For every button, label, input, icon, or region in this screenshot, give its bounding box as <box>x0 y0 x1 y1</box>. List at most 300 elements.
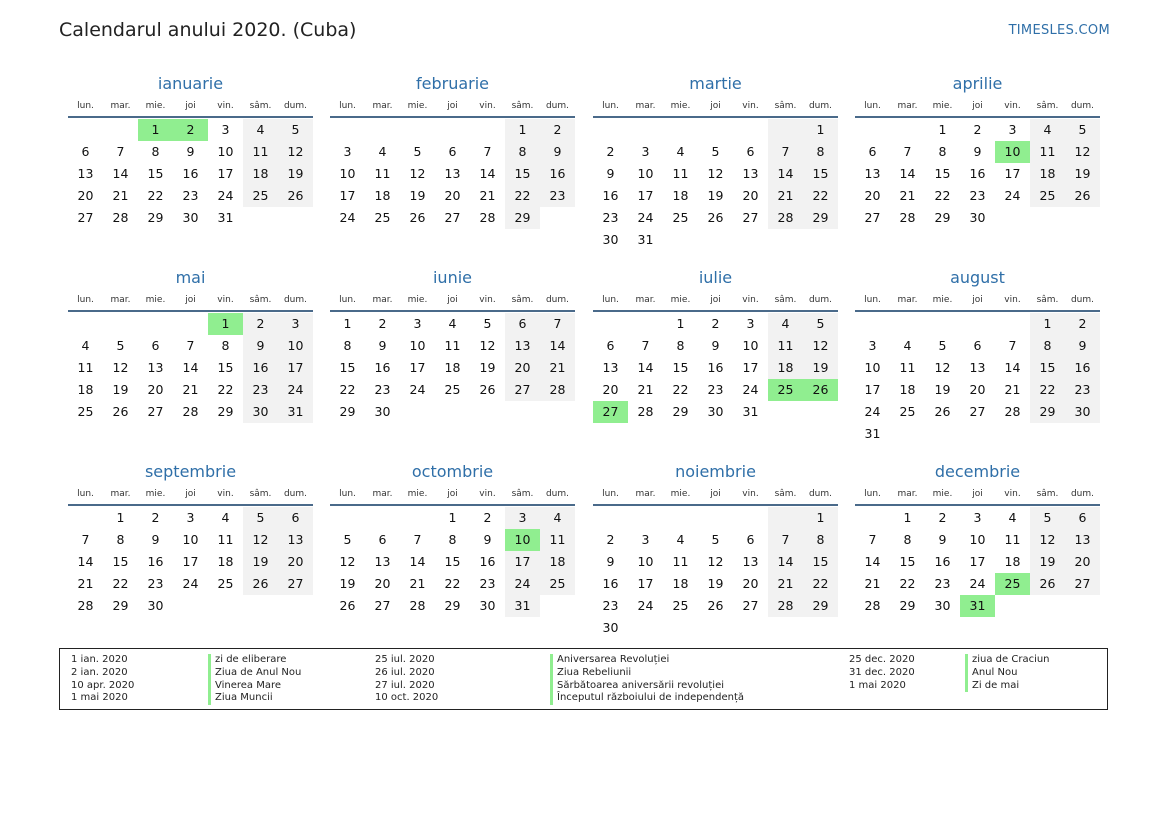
weekday-label: joi <box>972 489 983 499</box>
day-cell: 14 <box>1004 360 1021 375</box>
weekday-label: mie. <box>932 489 953 499</box>
weekday-label: joi <box>972 101 983 111</box>
day-cell: 13 <box>602 360 619 375</box>
weekday-label: sâm. <box>249 101 272 111</box>
legend-holiday: Ziua Rebeliunii <box>550 667 744 680</box>
day-cell: 21 <box>77 576 94 591</box>
day-cell: 12 <box>409 166 426 181</box>
day-cell: 30 <box>602 232 619 247</box>
month-name: ianuarie <box>157 74 224 93</box>
day-cell: 25 <box>672 210 689 225</box>
weekday-header <box>330 96 575 118</box>
day-cell: 28 <box>1004 404 1021 419</box>
day-cell: 27 <box>444 210 461 225</box>
empty-cell <box>243 595 278 617</box>
empty-cell <box>663 507 698 529</box>
day-cell: 5 <box>938 338 947 353</box>
day-cell: 23 <box>1065 379 1100 401</box>
weekday-label: vin. <box>742 489 759 499</box>
day-cell: 7 <box>641 338 650 353</box>
day-cell: 22 <box>112 576 129 591</box>
day-cell: 1 <box>343 316 352 331</box>
day-cell: 12 <box>707 166 724 181</box>
empty-cell <box>1065 207 1100 229</box>
empty-cell <box>593 119 628 141</box>
day-cell: 5 <box>343 532 352 547</box>
day-cell: 3 <box>973 510 982 525</box>
day-cell: 4 <box>378 144 387 159</box>
day-cell: 21 <box>182 382 199 397</box>
day-cell: 27 <box>742 210 759 225</box>
weekday-label: joi <box>185 101 196 111</box>
month-block <box>68 460 313 617</box>
empty-cell <box>1065 595 1100 617</box>
legend-date: 10 apr. 2020 <box>71 679 135 691</box>
holiday-day-cell: 25 <box>768 379 803 401</box>
day-cell: 19 <box>112 382 129 397</box>
day-cell: 12 <box>934 360 951 375</box>
day-cell: 27 <box>1065 573 1100 595</box>
day-cell: 19 <box>803 357 838 379</box>
day-cell: 6 <box>81 144 90 159</box>
day-cell: 21 <box>1004 382 1021 397</box>
day-cell: 26 <box>243 573 278 595</box>
day-cell: 15 <box>444 554 461 569</box>
month-name: noiembrie <box>675 462 756 481</box>
weekday-label: mar. <box>110 295 131 305</box>
day-cell: 28 <box>409 598 426 613</box>
day-cell: 26 <box>707 598 724 613</box>
weekday-label: mar. <box>897 489 918 499</box>
day-cell: 9 <box>938 532 947 547</box>
weekday-label: mar. <box>110 101 131 111</box>
day-cell: 23 <box>707 382 724 397</box>
days-grid <box>330 118 575 229</box>
day-cell: 8 <box>1030 335 1065 357</box>
legend-date: 1 mai 2020 <box>849 679 906 691</box>
weekday-label: mie. <box>407 489 428 499</box>
day-cell: 5 <box>483 316 492 331</box>
day-cell: 2 <box>973 122 982 137</box>
empty-cell <box>733 229 768 251</box>
day-cell: 22 <box>803 185 838 207</box>
day-cell: 17 <box>217 166 234 181</box>
month-block <box>68 72 313 229</box>
day-cell: 15 <box>672 360 689 375</box>
day-cell: 6 <box>973 338 982 353</box>
weekday-label: sâm. <box>511 101 534 111</box>
empty-cell <box>698 507 733 529</box>
day-cell: 10 <box>742 338 759 353</box>
weekday-label: joi <box>972 295 983 305</box>
weekday-label: mar. <box>372 489 393 499</box>
day-cell: 6 <box>606 338 615 353</box>
day-cell: 23 <box>147 576 164 591</box>
month-name: septembrie <box>144 462 237 481</box>
day-cell: 4 <box>81 338 90 353</box>
day-cell: 25 <box>243 185 278 207</box>
day-cell: 24 <box>339 210 356 225</box>
day-cell: 11 <box>243 141 278 163</box>
day-cell: 10 <box>409 338 426 353</box>
weekday-label: mar. <box>897 101 918 111</box>
day-cell: 24 <box>1004 188 1021 203</box>
day-cell: 28 <box>112 210 129 225</box>
day-cell: 27 <box>278 573 313 595</box>
day-cell: 13 <box>278 529 313 551</box>
day-cell: 30 <box>602 620 619 635</box>
legend-date: 1 mai 2020 <box>71 692 128 704</box>
day-cell: 15 <box>934 166 951 181</box>
weekday-label: mar. <box>635 295 656 305</box>
day-cell: 29 <box>147 210 164 225</box>
day-cell: 15 <box>505 163 540 185</box>
day-cell: 7 <box>868 532 877 547</box>
day-cell: 26 <box>934 404 951 419</box>
day-cell: 1 <box>448 510 457 525</box>
day-cell: 4 <box>903 338 912 353</box>
day-cell: 11 <box>768 335 803 357</box>
month-block <box>330 266 575 423</box>
weekday-label: lun. <box>339 489 356 499</box>
day-cell: 4 <box>676 144 685 159</box>
empty-cell <box>330 119 365 141</box>
empty-cell <box>698 119 733 141</box>
legend-date: 25 iul. 2020 <box>375 654 435 665</box>
day-cell: 16 <box>479 554 496 569</box>
weekday-label: vin. <box>1004 295 1021 305</box>
day-cell: 19 <box>278 163 313 185</box>
weekday-label: lun. <box>77 101 94 111</box>
day-cell: 8 <box>505 141 540 163</box>
day-cell: 30 <box>707 404 724 419</box>
day-cell: 10 <box>339 166 356 181</box>
weekday-label: dum. <box>283 295 308 305</box>
day-cell: 24 <box>864 404 881 419</box>
day-cell: 12 <box>339 554 356 569</box>
day-cell: 4 <box>448 316 457 331</box>
day-cell: 20 <box>1065 551 1100 573</box>
legend-holiday: Ziua Muncii <box>208 692 301 705</box>
weekday-label: lun. <box>602 489 619 499</box>
legend-holiday: Anul Nou <box>965 667 1050 680</box>
day-cell: 8 <box>116 532 125 547</box>
day-cell: 19 <box>1030 551 1065 573</box>
empty-cell <box>995 207 1030 229</box>
day-cell: 26 <box>339 598 356 613</box>
empty-cell <box>505 401 540 423</box>
holiday-day-cell: 1 <box>138 119 173 141</box>
day-cell: 25 <box>899 404 916 419</box>
day-cell: 28 <box>899 210 916 225</box>
weekday-label: mie. <box>670 295 691 305</box>
day-cell: 2 <box>938 510 947 525</box>
weekday-header <box>68 484 313 506</box>
day-cell: 23 <box>602 210 619 225</box>
day-cell: 17 <box>637 576 654 591</box>
day-cell: 17 <box>742 360 759 375</box>
day-cell: 5 <box>711 144 720 159</box>
empty-cell <box>1065 423 1100 445</box>
day-cell: 9 <box>483 532 492 547</box>
day-cell: 8 <box>221 338 230 353</box>
legend-date: 1 ian. 2020 <box>71 654 128 665</box>
legend-holiday: Zi de mai <box>965 680 1050 693</box>
day-cell: 19 <box>409 188 426 203</box>
month-block <box>68 266 313 423</box>
day-cell: 21 <box>540 357 575 379</box>
empty-cell <box>278 595 313 617</box>
day-cell: 24 <box>182 576 199 591</box>
day-cell: 9 <box>243 335 278 357</box>
day-cell: 17 <box>182 554 199 569</box>
empty-cell <box>803 617 838 639</box>
weekday-label: dum. <box>545 295 570 305</box>
legend-holiday: Ziua de Anul Nou <box>208 667 301 680</box>
day-cell: 18 <box>768 357 803 379</box>
weekday-header <box>68 290 313 312</box>
weekday-label: lun. <box>602 101 619 111</box>
day-cell: 22 <box>339 382 356 397</box>
day-cell: 6 <box>151 338 160 353</box>
weekday-label: vin. <box>742 101 759 111</box>
day-cell: 11 <box>672 554 689 569</box>
day-cell: 2 <box>483 510 492 525</box>
day-cell: 11 <box>899 360 916 375</box>
day-cell: 14 <box>182 360 199 375</box>
day-cell: 26 <box>112 404 129 419</box>
empty-cell <box>733 507 768 529</box>
month-name: aprilie <box>952 74 1003 93</box>
day-cell: 14 <box>899 166 916 181</box>
day-cell: 14 <box>768 163 803 185</box>
empty-cell <box>663 119 698 141</box>
weekday-label: dum. <box>545 101 570 111</box>
day-cell: 9 <box>1065 335 1100 357</box>
holiday-day-cell: 31 <box>960 595 995 617</box>
day-cell: 20 <box>969 382 986 397</box>
days-grid <box>68 118 313 229</box>
day-cell: 12 <box>243 529 278 551</box>
day-cell: 19 <box>339 576 356 591</box>
empty-cell <box>890 313 925 335</box>
empty-cell <box>540 207 575 229</box>
day-cell: 28 <box>637 404 654 419</box>
month-block <box>593 72 838 251</box>
weekday-label: sâm. <box>774 295 797 305</box>
weekday-label: lun. <box>864 295 881 305</box>
weekday-label: dum. <box>1070 295 1095 305</box>
day-cell: 6 <box>1065 507 1100 529</box>
day-cell: 15 <box>217 360 234 375</box>
day-cell: 1 <box>116 510 125 525</box>
day-cell: 31 <box>637 232 654 247</box>
day-cell: 6 <box>378 532 387 547</box>
day-cell: 12 <box>479 338 496 353</box>
empty-cell <box>68 313 103 335</box>
day-cell: 8 <box>803 529 838 551</box>
weekday-label: vin. <box>479 295 496 305</box>
day-cell: 3 <box>413 316 422 331</box>
day-cell: 13 <box>505 335 540 357</box>
weekday-label: sâm. <box>1036 295 1059 305</box>
empty-cell <box>68 507 103 529</box>
page-title: Calendarul anului 2020. (Cuba) <box>59 19 357 41</box>
day-cell: 7 <box>413 532 422 547</box>
day-cell: 7 <box>768 529 803 551</box>
day-cell: 17 <box>409 360 426 375</box>
days-grid <box>593 312 838 423</box>
day-cell: 25 <box>540 573 575 595</box>
site-link[interactable]: TIMESLES.COM <box>1008 23 1110 38</box>
day-cell: 3 <box>186 510 195 525</box>
empty-cell <box>995 423 1030 445</box>
day-cell: 20 <box>444 188 461 203</box>
empty-cell <box>173 313 208 335</box>
day-cell: 24 <box>217 188 234 203</box>
day-cell: 24 <box>742 382 759 397</box>
day-cell: 29 <box>1030 401 1065 423</box>
day-cell: 26 <box>278 185 313 207</box>
empty-cell <box>925 423 960 445</box>
weekday-label: mie. <box>145 295 166 305</box>
weekday-label: vin. <box>742 295 759 305</box>
day-cell: 13 <box>742 166 759 181</box>
weekday-label: joi <box>447 489 458 499</box>
legend-holiday: Aniversarea Revoluției <box>550 654 744 667</box>
day-cell: 31 <box>864 426 881 441</box>
day-cell: 30 <box>243 401 278 423</box>
weekday-label: joi <box>447 295 458 305</box>
empty-cell <box>803 401 838 423</box>
empty-cell <box>540 401 575 423</box>
empty-cell <box>698 229 733 251</box>
day-cell: 4 <box>221 510 230 525</box>
day-cell: 4 <box>540 507 575 529</box>
days-grid <box>593 506 838 639</box>
day-cell: 15 <box>112 554 129 569</box>
empty-cell <box>628 507 663 529</box>
day-cell: 30 <box>479 598 496 613</box>
day-cell: 14 <box>768 551 803 573</box>
legend-date: 25 dec. 2020 <box>849 654 915 665</box>
day-cell: 24 <box>969 576 986 591</box>
empty-cell <box>435 401 470 423</box>
day-cell: 20 <box>742 576 759 591</box>
weekday-header <box>855 484 1100 506</box>
weekday-label: mar. <box>372 101 393 111</box>
day-cell: 22 <box>803 573 838 595</box>
day-cell: 25 <box>77 404 94 419</box>
day-cell: 27 <box>374 598 391 613</box>
empty-cell <box>995 595 1030 617</box>
days-grid <box>855 506 1100 617</box>
days-grid <box>330 506 575 617</box>
empty-cell <box>855 119 890 141</box>
empty-cell <box>855 507 890 529</box>
day-cell: 15 <box>803 163 838 185</box>
day-cell: 20 <box>77 188 94 203</box>
day-cell: 30 <box>969 210 986 225</box>
weekday-label: sâm. <box>511 295 534 305</box>
day-cell: 29 <box>217 404 234 419</box>
weekday-label: dum. <box>283 101 308 111</box>
legend-holiday: Sărbătoarea aniversării revoluției <box>550 680 744 693</box>
holiday-day-cell: 1 <box>208 313 243 335</box>
day-cell: 18 <box>672 576 689 591</box>
day-cell: 29 <box>934 210 951 225</box>
day-cell: 6 <box>746 532 755 547</box>
day-cell: 10 <box>278 335 313 357</box>
empty-cell <box>365 507 400 529</box>
month-name: august <box>950 268 1005 287</box>
day-cell: 10 <box>969 532 986 547</box>
day-cell: 5 <box>1065 119 1100 141</box>
day-cell: 15 <box>339 360 356 375</box>
day-cell: 1 <box>1030 313 1065 335</box>
empty-cell <box>365 119 400 141</box>
weekday-label: vin. <box>217 101 234 111</box>
day-cell: 3 <box>746 316 755 331</box>
weekday-label: mar. <box>635 101 656 111</box>
weekday-label: joi <box>710 489 721 499</box>
day-cell: 21 <box>899 188 916 203</box>
day-cell: 29 <box>505 207 540 229</box>
weekday-label: vin. <box>1004 101 1021 111</box>
weekday-label: mie. <box>407 295 428 305</box>
holiday-day-cell: 10 <box>505 529 540 551</box>
day-cell: 2 <box>378 316 387 331</box>
month-block <box>330 72 575 229</box>
legend-holiday: ziua de Craciun <box>965 654 1050 667</box>
day-cell: 11 <box>444 338 461 353</box>
day-cell: 20 <box>505 357 540 379</box>
day-cell: 16 <box>243 357 278 379</box>
weekday-label: dum. <box>1070 101 1095 111</box>
weekday-label: sâm. <box>249 295 272 305</box>
day-cell: 5 <box>1030 507 1065 529</box>
day-cell: 17 <box>1004 166 1021 181</box>
day-cell: 10 <box>864 360 881 375</box>
weekday-label: lun. <box>339 101 356 111</box>
day-cell: 6 <box>746 144 755 159</box>
weekday-label: sâm. <box>774 101 797 111</box>
day-cell: 15 <box>1030 357 1065 379</box>
day-cell: 2 <box>1065 313 1100 335</box>
day-cell: 27 <box>147 404 164 419</box>
day-cell: 22 <box>934 188 951 203</box>
day-cell: 20 <box>864 188 881 203</box>
day-cell: 24 <box>637 598 654 613</box>
day-cell: 15 <box>803 551 838 573</box>
empty-cell <box>470 119 505 141</box>
day-cell: 2 <box>606 144 615 159</box>
day-cell: 27 <box>505 379 540 401</box>
day-cell: 26 <box>1065 185 1100 207</box>
day-cell: 21 <box>112 188 129 203</box>
day-cell: 22 <box>1030 379 1065 401</box>
day-cell: 11 <box>672 166 689 181</box>
day-cell: 22 <box>147 188 164 203</box>
weekday-label: mar. <box>372 295 393 305</box>
month-name: decembrie <box>934 462 1021 481</box>
day-cell: 2 <box>243 313 278 335</box>
day-cell: 18 <box>1004 554 1021 569</box>
day-cell: 13 <box>374 554 391 569</box>
empty-cell <box>103 119 138 141</box>
day-cell: 11 <box>1030 141 1065 163</box>
day-cell: 18 <box>444 360 461 375</box>
